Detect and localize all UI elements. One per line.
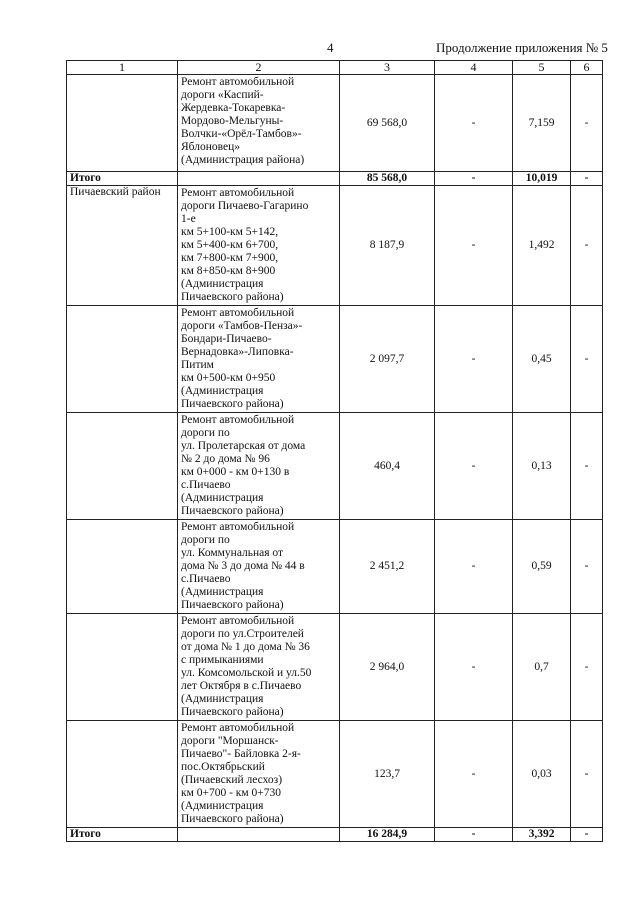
sum-cell: 123,7 [340, 721, 435, 828]
col6-cell: - [571, 306, 603, 413]
sum-cell: 8 187,9 [340, 186, 435, 306]
work-line: пос.Октябрьский [181, 761, 265, 773]
col4-cell: - [435, 75, 513, 172]
work-line: км 8+850-км 8+900 [181, 265, 276, 277]
work-line: (Пичаевский лесхоз) [181, 774, 283, 786]
work-line: ул. Комсомольской и ул.50 [181, 667, 312, 679]
col6-cell: - [571, 75, 603, 172]
work-line: ул. Пролетарская от дома [181, 440, 306, 452]
col5-cell: 0,59 [513, 520, 571, 614]
work-line: (Администрация [181, 278, 264, 290]
col6-cell: - [571, 520, 603, 614]
work-line: (Администрация [181, 492, 264, 504]
table-row [67, 721, 603, 828]
column-header: 3 [340, 61, 435, 75]
sum-cell: 2 451,2 [340, 520, 435, 614]
empty-cell [178, 828, 340, 842]
work-cell [178, 306, 340, 413]
work-line: дороги по ул.Строителей [181, 628, 304, 640]
column-header: 4 [435, 61, 513, 75]
work-cell [178, 721, 340, 828]
continuation-caption: Продолжение приложения № 5 [436, 40, 608, 55]
work-line: Ремонт автомобильной [181, 521, 295, 533]
district-cell [67, 721, 178, 828]
work-line: с.Пичаево [181, 573, 231, 585]
work-line: Пичаевского района) [181, 813, 284, 825]
total-label: Итого [67, 172, 178, 186]
work-line: от дома № 1 до дома № 36 [181, 641, 310, 653]
sum-cell: 69 568,0 [340, 75, 435, 172]
col6-cell: - [571, 186, 603, 306]
column-header: 6 [571, 61, 603, 75]
work-cell [178, 413, 340, 520]
col4-cell: - [435, 186, 513, 306]
work-line: Ремонт автомобильной [181, 722, 295, 734]
work-line: с примыканиями [181, 654, 264, 666]
work-line: (Администрация [181, 385, 264, 397]
work-cell [178, 520, 340, 614]
col6-cell: - [571, 172, 603, 186]
sum-cell: 16 284,9 [340, 828, 435, 842]
sum-cell: 2 097,7 [340, 306, 435, 413]
work-line: лет Октября в с.Пичаево [181, 680, 302, 692]
work-line: Пичаевского района) [181, 706, 284, 718]
work-line: Бондари-Пичаево- [181, 333, 272, 345]
work-line: дороги по [181, 534, 230, 546]
work-line: Пичаево"- Байловка 2-я- [181, 748, 301, 760]
col6-cell: - [571, 721, 603, 828]
district-cell [67, 306, 178, 413]
sum-cell: 460,4 [340, 413, 435, 520]
col5-cell: 0,45 [513, 306, 571, 413]
col4-cell: - [435, 172, 513, 186]
col5-cell: 0,03 [513, 721, 571, 828]
work-line: с.Пичаево [181, 479, 231, 491]
col6-cell: - [571, 413, 603, 520]
total-row [67, 172, 603, 186]
work-line: (Администрация [181, 586, 264, 598]
district-cell [67, 614, 178, 721]
work-line: Ремонт автомобильной [181, 187, 295, 199]
appendix-table [66, 60, 603, 842]
col5-cell: 10,019 [513, 172, 571, 186]
total-label: Итого [67, 828, 178, 842]
col5-cell: 0,13 [513, 413, 571, 520]
table-row [67, 186, 603, 306]
work-line: Питим [181, 359, 214, 371]
table-row [67, 75, 603, 172]
sum-cell: 2 964,0 [340, 614, 435, 721]
table-row [67, 614, 603, 721]
work-cell [178, 75, 340, 172]
work-line: Пичаевского района) [181, 505, 284, 517]
col5-cell: 3,392 [513, 828, 571, 842]
header-row [67, 61, 603, 75]
work-line: Ремонт автомобильной [181, 615, 295, 627]
col5-cell: 0,7 [513, 614, 571, 721]
work-line: ул. Коммунальная от [181, 547, 284, 559]
column-header: 1 [67, 61, 178, 75]
table-row [67, 520, 603, 614]
work-line: Яблоновец» [181, 141, 240, 153]
work-line: дороги по [181, 427, 230, 439]
col4-cell: - [435, 413, 513, 520]
district-cell: Пичаевский район [67, 186, 178, 306]
work-line: дома № 3 до дома № 44 в [181, 560, 305, 572]
district-cell [67, 413, 178, 520]
sum-cell: 85 568,0 [340, 172, 435, 186]
work-line: 1-е [181, 213, 196, 225]
work-line: км 5+100-км 5+142, [181, 226, 279, 238]
work-line: Волчки-«Орёл-Тамбов»- [181, 128, 302, 140]
work-line: дороги Пичаево-Гагарино [181, 200, 309, 212]
work-cell [178, 614, 340, 721]
work-line: (Администрация [181, 693, 264, 705]
column-header: 2 [178, 61, 340, 75]
col4-cell: - [435, 721, 513, 828]
work-line: № 2 до дома № 96 [181, 453, 270, 465]
col6-cell: - [571, 828, 603, 842]
col4-cell: - [435, 306, 513, 413]
col4-cell: - [435, 828, 513, 842]
work-line: Жердевка-Токаревка- [181, 102, 286, 114]
col5-cell: 1,492 [513, 186, 571, 306]
col4-cell: - [435, 520, 513, 614]
work-line: (Администрация района) [181, 154, 305, 166]
table-row [67, 306, 603, 413]
work-line: дороги «Тамбов-Пенза»- [181, 320, 303, 332]
total-row [67, 828, 603, 842]
district-cell [67, 75, 178, 172]
col6-cell: - [571, 614, 603, 721]
work-line: км 0+700 - км 0+730 [181, 787, 282, 799]
work-line: Пичаевского района) [181, 599, 284, 611]
work-line: Ремонт автомобильной [181, 76, 295, 88]
work-line: Мордово-Мельгуны- [181, 115, 284, 127]
work-line: Пичаевского района) [181, 398, 284, 410]
col5-cell: 7,159 [513, 75, 571, 172]
work-line: км 5+400-км 6+700, [181, 239, 279, 251]
work-line: Ремонт автомобильной [181, 414, 295, 426]
work-line: Ремонт автомобильной [181, 307, 295, 319]
work-line: Вернадовка»-Липовка- [181, 346, 294, 358]
col4-cell: - [435, 614, 513, 721]
work-line: дороги "Моршанск- [181, 735, 279, 747]
work-line: Пичаевского района) [181, 291, 284, 303]
work-line: км 7+800-км 7+900, [181, 252, 279, 264]
page-number: 4 [327, 40, 334, 55]
work-line: км 0+000 - км 0+130 в [181, 466, 290, 478]
table-row [67, 413, 603, 520]
work-line: (Администрация [181, 800, 264, 812]
work-line: км 0+500-км 0+950 [181, 372, 276, 384]
work-line: дороги «Каспий- [181, 89, 264, 101]
district-cell [67, 520, 178, 614]
column-header: 5 [513, 61, 571, 75]
work-cell [178, 186, 340, 306]
empty-cell [178, 172, 340, 186]
